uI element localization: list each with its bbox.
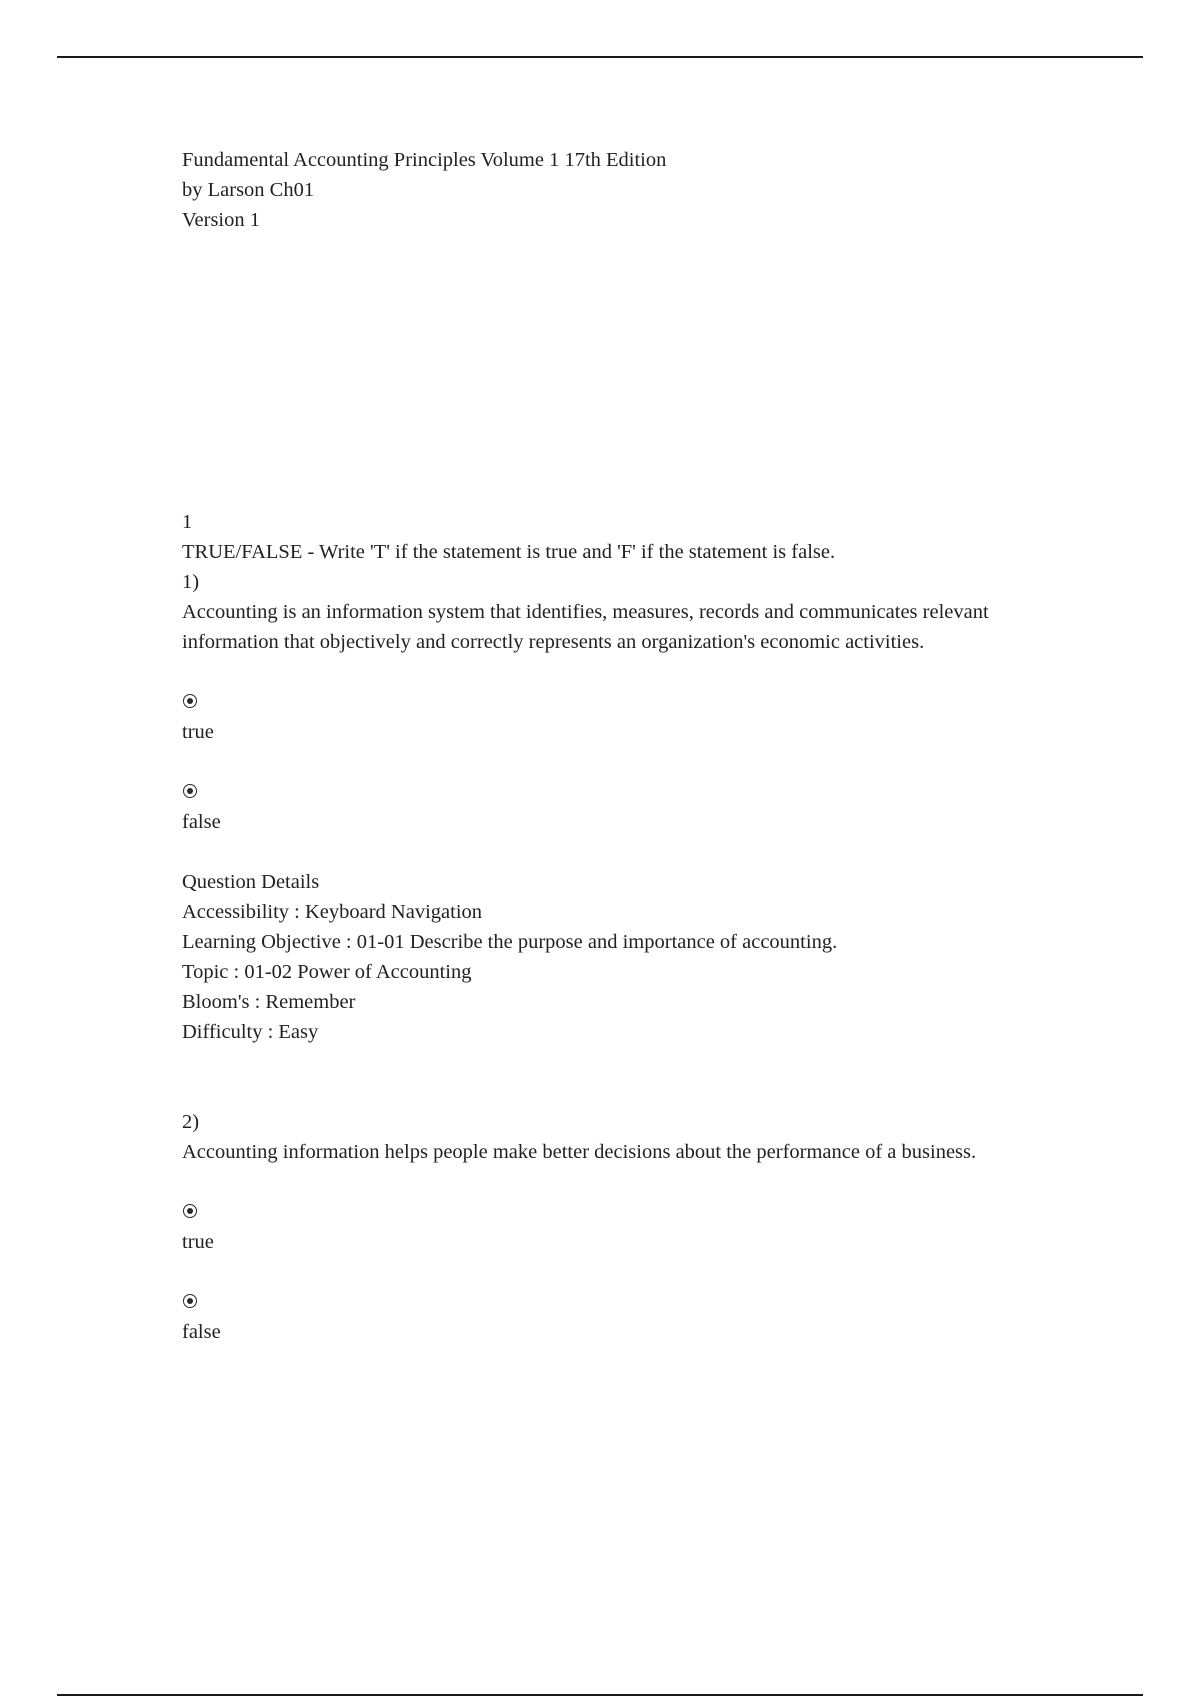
answer-option-false[interactable] [182,777,1082,837]
document-title: Fundamental Accounting Principles Volume 1 17th Edition [182,149,667,171]
radio-button-icon[interactable] [182,1287,200,1317]
answer-option-false[interactable] [182,1287,1082,1347]
document-version: Version 1 [182,209,261,231]
top-rule [57,56,1143,58]
section-header [182,507,1082,567]
radio-button-icon[interactable] [182,1197,200,1227]
radio-button-icon[interactable] [182,777,200,807]
section-number: 1 [182,511,193,533]
question-2 [182,1107,1082,1347]
question-number: 2) [182,1111,200,1133]
details-blooms: Bloom's : Remember [182,991,356,1013]
answer-option-true[interactable] [182,1197,1082,1257]
document-page [182,145,1082,1347]
option-label: true [182,1231,214,1253]
option-label: false [182,811,221,833]
details-learning-objective: Learning Objective : 01-01 Describe the purpose and importance of accounting. [182,931,838,953]
details-difficulty: Difficulty : Easy [182,1021,319,1043]
option-label: true [182,721,214,743]
details-accessibility: Accessibility : Keyboard Navigation [182,901,483,923]
section-instructions: TRUE/FALSE - Write 'T' if the statement is true and 'F' if the statement is false. [182,541,836,563]
option-label: false [182,1321,221,1343]
details-heading: Question Details [182,871,320,893]
question-details [182,867,1082,1047]
question-text: Accounting information helps people make better decisions about the performance of a business. [182,1141,977,1163]
radio-button-icon[interactable] [182,687,200,717]
details-topic: Topic : 01-02 Power of Accounting [182,961,472,983]
answer-option-true[interactable] [182,687,1082,747]
title-block [182,145,1082,235]
bottom-rule [57,1694,1143,1696]
question-number: 1) [182,571,200,593]
question-text: Accounting is an information system that identifies, measures, records and communicates relevant information that objectively and correctly represents an organization's economic activities. [182,601,989,653]
document-author: by Larson Ch01 [182,179,315,201]
question-1 [182,567,1082,1047]
